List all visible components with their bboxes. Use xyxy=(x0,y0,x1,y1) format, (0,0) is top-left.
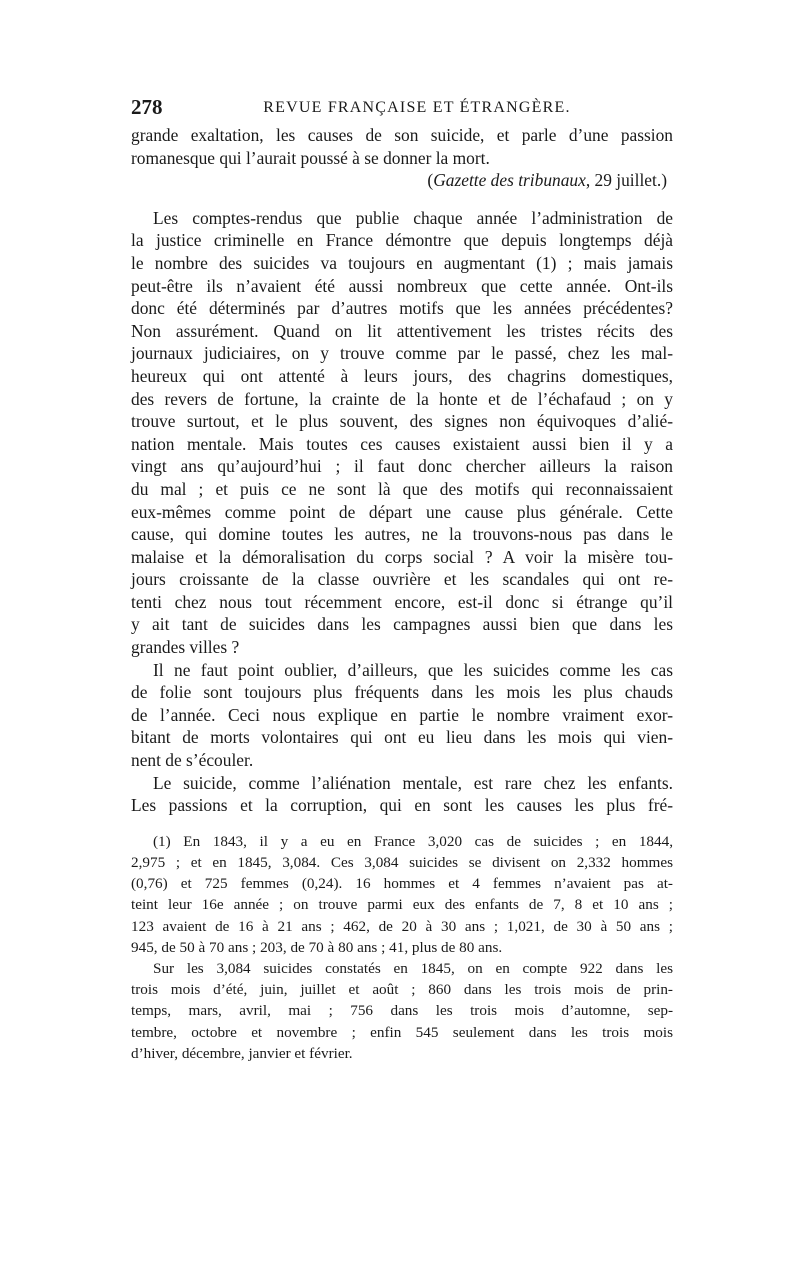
text-line: Le suicide, comme l’aliénation mentale, est rare chez les enfants. xyxy=(153,772,673,793)
text-line: peut-être ils n’avaient été aussi nombreux que cette année. Ont-ils xyxy=(131,275,673,296)
text-line: du mal ; et puis ce ne sont là que des motifs qui reconnaissaient xyxy=(131,478,673,499)
text-line: donc été déterminés par d’autres motifs que les années précédentes? xyxy=(131,298,673,319)
footnote-line: trois mois d’été, juin, juillet et août ; 860 dans les trois mois de prin- xyxy=(131,981,673,999)
text-line: Les comptes-rendus que publie chaque année l’administration de xyxy=(153,207,673,228)
paragraph-2 xyxy=(131,659,673,772)
text-line: vingt ans qu’aujourd’hui ; il faut donc chercher ailleurs la raison xyxy=(131,456,673,477)
text-line: heureux qui ont attenté à leurs jours, des chagrins domestiques, xyxy=(131,365,673,386)
text-line: bitant de morts volontaires qui ont eu lieu dans les mois qui vien- xyxy=(131,727,673,748)
text-line: la justice criminelle en France démontre que depuis longtemps déjà xyxy=(131,230,673,251)
text-line: jours croissante de la classe ouvrière et les scandales qui ont re- xyxy=(131,569,673,590)
page-number: 278 xyxy=(131,95,163,119)
text-line: de folie sont toujours plus fréquents dans les mois les plus chauds xyxy=(131,682,673,703)
text-line: romanesque qui l’aurait poussé à se donner la mort. xyxy=(131,147,490,168)
text-line: le nombre des suicides va toujours en augmentant (1) ; mais jamais xyxy=(131,252,673,273)
citation-source: Gazette des tribunaux xyxy=(433,170,586,191)
book-page xyxy=(131,92,673,1064)
footnote-line: 945, de 50 à 70 ans ; 203, de 70 à 80 ans ; 41, plus de 80 ans. xyxy=(131,938,503,956)
footnotes xyxy=(131,831,673,1064)
footnote-1 xyxy=(131,831,673,958)
text-line: Non assurément. Quand on lit attentivement les tristes récits des xyxy=(131,320,673,341)
footnote-line: (1) En 1843, il y a eu en France 3,020 cas de suicides ; en 1844, xyxy=(153,832,673,850)
text-line: grande exaltation, les causes de son suicide, et parle d’une passion xyxy=(131,125,673,145)
text-line: eux-mêmes comme point de départ une cause plus générale. Cette xyxy=(131,501,673,522)
paragraph-gap xyxy=(131,192,673,207)
text-line: Il ne faut point oublier, d’ailleurs, que les suicides comme les cas xyxy=(153,659,673,680)
footnote-line: temps, mars, avril, mai ; 756 dans les trois mois d’automne, sep- xyxy=(131,1002,673,1020)
citation-block xyxy=(131,124,673,192)
footnote-line: tembre, octobre et novembre ; enfin 545 seulement dans les trois mois xyxy=(131,1023,673,1041)
text-line: des revers de fortune, la crainte de la honte et de l’échafaud ; on y xyxy=(131,388,673,409)
text-line: trouve surtout, et le plus souvent, des signes non équivoques d’alié- xyxy=(131,411,673,432)
footnote-line: 123 avaient de 16 à 21 ans ; 462, de 20 à 30 ans ; 1,021, de 30 à 50 ans ; xyxy=(131,917,673,935)
body-text xyxy=(131,124,673,817)
citation-source-line xyxy=(131,169,673,192)
text-line: tenti chez nous tout récemment encore, est-il donc si étrange qu’il xyxy=(131,591,673,612)
citation-date: , 29 juillet.) xyxy=(585,170,667,191)
footnote-line: 2,975 ; et en 1845, 3,084. Ces 3,084 suicides se divisent on 2,332 hommes xyxy=(131,854,673,871)
footnote-1-continued xyxy=(131,958,673,1064)
text-line: journaux judiciaires, on y trouve comme par le passé, chez les mal- xyxy=(131,343,673,364)
running-title: REVUE FRANÇAISE ET ÉTRANGÈRE. xyxy=(263,99,571,116)
text-line: nent de s’écouler. xyxy=(131,750,254,771)
text-line: Les passions et la corruption, qui en sont les causes les plus fré- xyxy=(131,795,673,816)
footnote-line: d’hiver, décembre, janvier et février. xyxy=(131,1044,353,1062)
text-line: de l’année. Ceci nous explique en partie le nombre vraiment exor- xyxy=(131,704,673,725)
text-line: malaise et la démoralisation du corps social ? A voir la misère tou- xyxy=(131,546,673,567)
paragraph-1 xyxy=(131,207,673,659)
text-line: y ait tant de suicides dans les campagnes aussi bien que dans les xyxy=(131,614,673,635)
text-line: grandes villes ? xyxy=(131,637,240,658)
page-header xyxy=(131,92,673,122)
text-line: cause, qui domine toutes les autres, ne la trouvons-nous pas dans le xyxy=(131,524,673,545)
footnote-line: teint leur 16e année ; on trouve parmi eux des enfants de 7, 8 et 10 ans ; xyxy=(131,896,673,914)
citation-open-paren: ( xyxy=(427,170,434,191)
footnote-line: (0,76) et 725 femmes (0,24). 16 hommes et 4 femmes n’avaient pas at- xyxy=(131,875,673,893)
footnote-line: Sur les 3,084 suicides constatés en 1845, on en compte 922 dans les xyxy=(153,959,673,977)
text-line: nation mentale. Mais toutes ces causes existaient aussi bien il y a xyxy=(131,433,673,454)
paragraph-3 xyxy=(131,772,673,817)
